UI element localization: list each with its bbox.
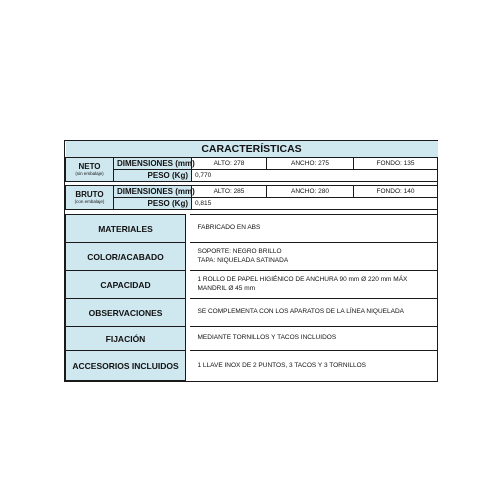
section-line: MANDRIL Ø 45 mm	[197, 284, 256, 292]
section-line: 1 ROLLO DE PAPEL HIGIÉNICO DE ANCHURA 90 mm Ø 220 mm MÁX	[197, 276, 408, 283]
section-color-acabado-value	[190, 243, 438, 271]
bruto-label: BRUTO	[75, 189, 104, 199]
section-materiales-value	[190, 215, 438, 243]
neto-dimensions-label: DIMENSIONES (mm)	[114, 158, 192, 170]
section-line: 1 LLAVE INOX DE 2 PUNTOS, 3 TACOS Y 3 TORNILLOS	[197, 361, 366, 369]
section-capacidad-label: CAPACIDAD	[66, 271, 186, 299]
characteristics-table	[65, 141, 438, 210]
bruto-fondo: FONDO: 140	[354, 186, 438, 198]
bruto-ancho: ANCHO: 280	[267, 186, 354, 198]
section-line: MEDIANTE TORNILLOS Y TACOS INCLUIDOS	[197, 334, 337, 342]
section-accesorios-value	[190, 351, 438, 381]
neto-peso-value: 0,770	[192, 170, 438, 182]
section-observaciones-label: OBSERVACIONES	[66, 299, 186, 327]
bruto-peso-label: PESO (Kg)	[114, 198, 192, 210]
section-line: FABRICADO EN ABS	[197, 224, 261, 232]
section-line: SE COMPLEMENTA CON LOS APARATOS DE LA LÍNEA NIQUELADA	[197, 308, 404, 316]
section-fijacion-label: FIJACIÓN	[66, 327, 186, 351]
neto-group-label	[66, 158, 114, 182]
neto-label: NETO	[78, 161, 101, 171]
section-line: TAPA: NIQUELADA SATINADA	[197, 256, 289, 264]
characteristics-sheet	[64, 140, 438, 382]
section-color-acabado-label: COLOR/ACABADO	[66, 243, 186, 271]
bruto-peso-value: 0,815	[192, 198, 438, 210]
section-line: SOPORTE: NEGRO BRILLO	[197, 248, 282, 255]
neto-sublabel: (sin embalaje)	[75, 170, 104, 176]
bruto-dimensions-label: DIMENSIONES (mm)	[114, 186, 192, 198]
section-observaciones-value	[190, 299, 438, 327]
table-title: CARACTERÍSTICAS	[66, 141, 438, 158]
neto-alto: ALTO: 278	[192, 158, 267, 170]
section-fijacion-value	[190, 327, 438, 351]
section-capacidad-value	[190, 271, 438, 299]
section-accesorios-label: ACCESORIOS INCLUIDOS	[66, 351, 186, 381]
neto-ancho: ANCHO: 275	[267, 158, 354, 170]
sections-table	[65, 214, 437, 381]
bruto-sublabel: (con embalaje)	[74, 198, 105, 204]
bruto-group-label	[66, 186, 114, 210]
neto-fondo: FONDO: 135	[354, 158, 438, 170]
neto-peso-label: PESO (Kg)	[114, 170, 192, 182]
bruto-alto: ALTO: 285	[192, 186, 267, 198]
section-materiales-label: MATERIALES	[66, 215, 186, 243]
